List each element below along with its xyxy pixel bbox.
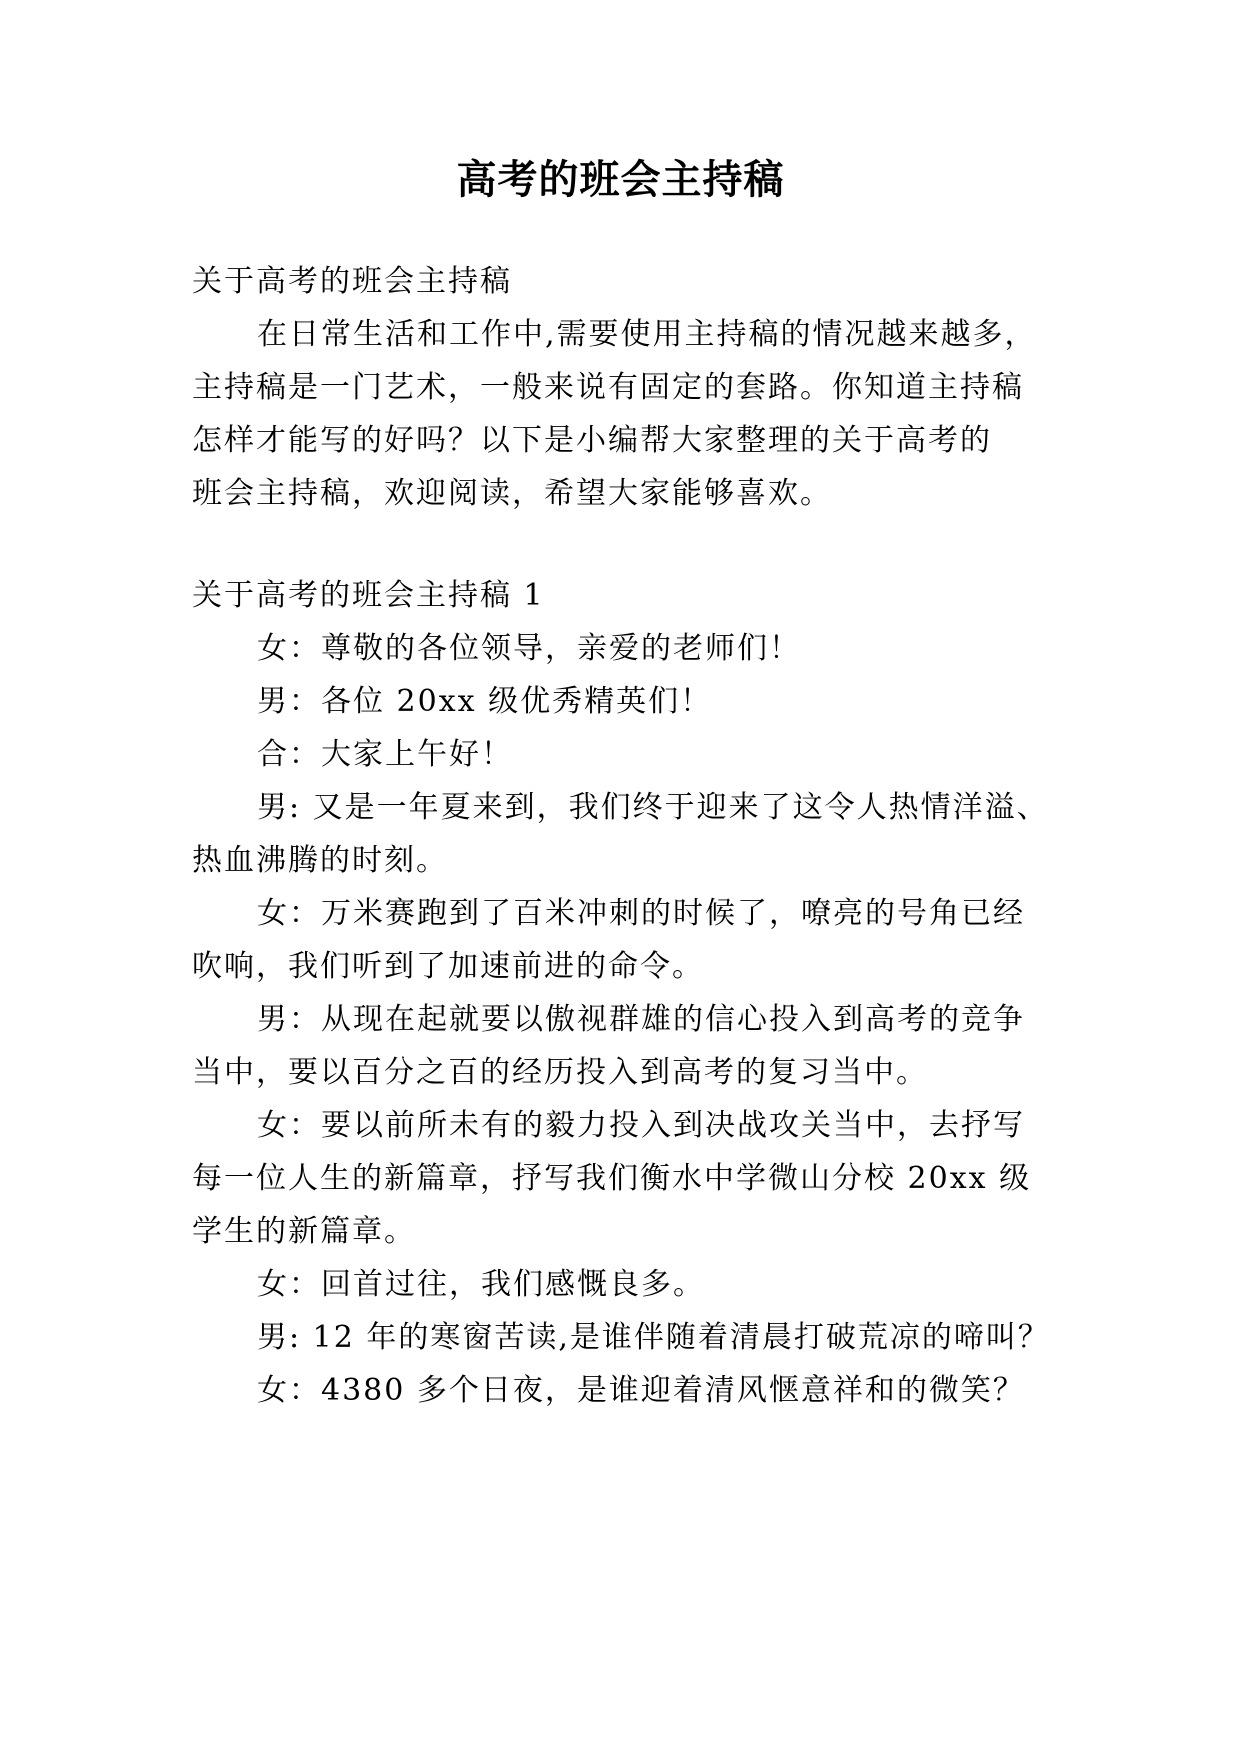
dialogue-line: 合：大家上午好！ bbox=[257, 737, 513, 772]
dialogue-line: 女：4380 多个日夜，是谁迎着清风惬意祥和的微笑？ bbox=[257, 1373, 1025, 1408]
dialogue-line: 热血沸腾的时刻。 bbox=[192, 843, 448, 878]
intro-paragraph-line: 班会主持稿，欢迎阅读，希望大家能够喜欢。 bbox=[192, 476, 832, 511]
dialogue-line: 当中，要以百分之百的经历投入到高考的复习当中。 bbox=[192, 1055, 928, 1090]
dialogue-line: 女：尊敬的各位领导，亲爱的老师们！ bbox=[257, 631, 801, 666]
dialogue-line: 女：万米赛跑到了百米冲刺的时候了，嘹亮的号角已经 bbox=[257, 896, 1025, 931]
dialogue-line: 女：回首过往，我们感慨良多。 bbox=[257, 1267, 705, 1302]
dialogue-line: 男: 又是一年夏来到，我们终于迎来了这令人热情洋溢、 bbox=[257, 790, 1049, 825]
dialogue-line: 男：从现在起就要以傲视群雄的信心投入到高考的竞争 bbox=[257, 1002, 1025, 1037]
dialogue-line: 吹响，我们听到了加速前进的命令。 bbox=[192, 949, 704, 984]
dialogue-line: 男: 12 年的寒窗苦读,是谁伴随着清晨打破荒凉的啼叫？ bbox=[257, 1320, 1050, 1355]
intro-paragraph-line: 在日常生活和工作中,需要使用主持稿的情况越来越多， bbox=[257, 317, 1037, 352]
document-title: 高考的班会主持稿 bbox=[456, 157, 785, 203]
intro-heading: 关于高考的班会主持稿 bbox=[192, 264, 512, 299]
intro-paragraph-line: 怎样才能写的好吗？以下是小编帮大家整理的关于高考的 bbox=[192, 423, 992, 458]
dialogue-line: 男：各位 20xx 级优秀精英们！ bbox=[257, 684, 713, 719]
dialogue-line: 女：要以前所未有的毅力投入到决战攻关当中，去抒写 bbox=[257, 1108, 1025, 1143]
dialogue-line: 学生的新篇章。 bbox=[192, 1214, 416, 1249]
section-heading: 关于高考的班会主持稿 1 bbox=[192, 578, 545, 613]
dialogue-line: 每一位人生的新篇章，抒写我们衡水中学微山分校 20xx 级 bbox=[192, 1161, 1032, 1196]
intro-paragraph-line: 主持稿是一门艺术，一般来说有固定的套路。你知道主持稿 bbox=[192, 370, 1024, 405]
